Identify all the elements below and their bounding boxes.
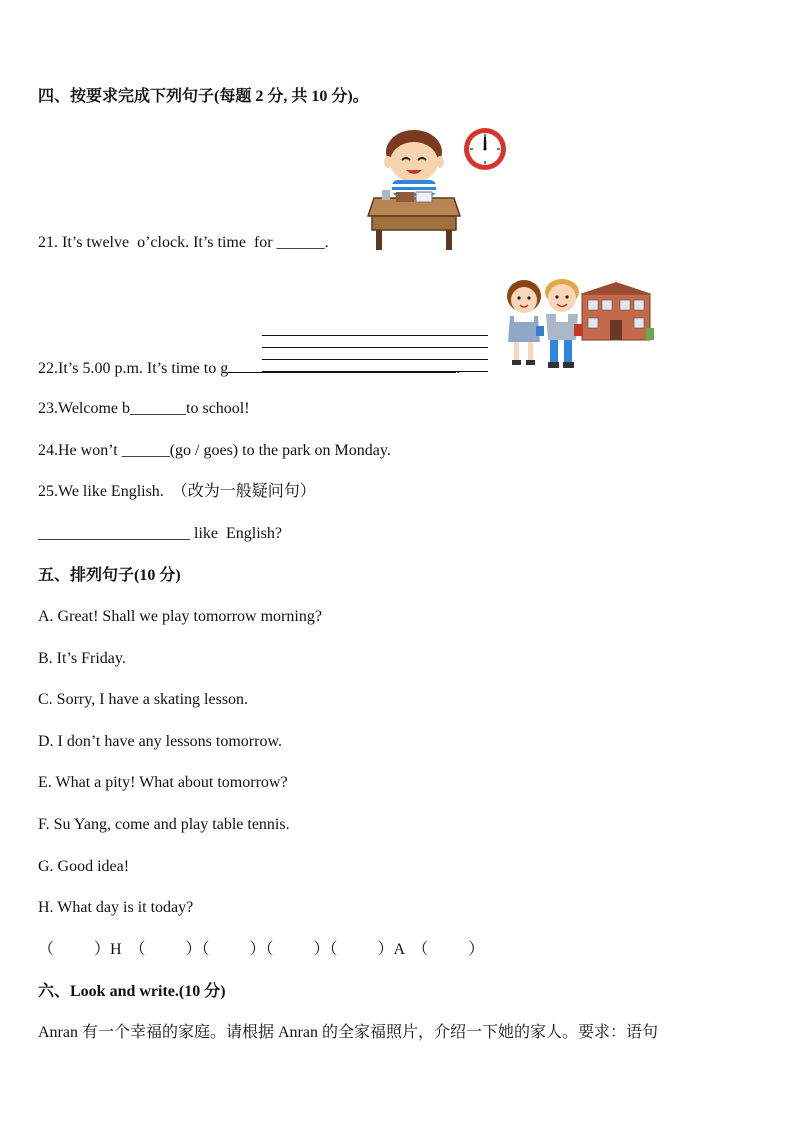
section-4-heading: 四、按要求完成下列句子(每题 2 分, 共 10 分)。 bbox=[38, 88, 369, 105]
sentence-option: E. What a pity! What about tomorrow? bbox=[38, 774, 288, 791]
sentence-option: A. Great! Shall we play tomorrow morning? bbox=[38, 608, 322, 625]
question-22-blank[interactable] bbox=[228, 358, 456, 373]
question-24 bbox=[38, 441, 391, 461]
question-24-text: 24.He won’t bbox=[38, 442, 122, 459]
question-21-blank[interactable]: ______ bbox=[276, 234, 325, 251]
question-23 bbox=[38, 399, 250, 419]
question-24-end: (go / goes) to the park on Monday. bbox=[169, 442, 391, 459]
question-22 bbox=[38, 358, 460, 379]
question-22-text: 22.It’s 5.00 p.m. It’s time to g bbox=[38, 360, 229, 377]
question-23-text: 23.Welcome b bbox=[38, 400, 131, 417]
section-6-heading: 六、Look and write.(10 分) bbox=[38, 983, 226, 1000]
sentence-option: B. It’s Friday. bbox=[38, 650, 126, 667]
sentence-option: H. What day is it today? bbox=[38, 899, 194, 916]
sentence-option: G. Good idea! bbox=[38, 858, 130, 875]
sentence-option: C. Sorry, I have a skating lesson. bbox=[38, 691, 249, 708]
question-23-blank[interactable]: _______ bbox=[130, 400, 187, 417]
section-6-instructions: Anran 有一个幸福的家庭。请根据 Anran 的全家福照片，介绍一下她的家人。要求：语句 bbox=[38, 1024, 658, 1041]
sentence-option: F. Su Yang, come and play table tennis. bbox=[38, 816, 290, 833]
question-23-end: to school! bbox=[186, 400, 250, 417]
order-answer-row[interactable]: （ ）H （ ）（ ）（ ）（ ）A （ ） bbox=[38, 941, 485, 958]
question-25: 25.We like English. （改为一般疑问句） bbox=[38, 483, 316, 500]
section-5-heading: 五、排列句子(10 分) bbox=[38, 567, 181, 584]
question-22-end: . bbox=[456, 360, 461, 377]
children-going-to-school-illustration bbox=[500, 276, 654, 374]
question-21 bbox=[38, 233, 329, 253]
boy-at-desk-illustration bbox=[366, 126, 462, 252]
sentence-option: D. I don’t have any lessons tomorrow. bbox=[38, 733, 282, 750]
question-25-answer-end: like English? bbox=[190, 525, 282, 542]
question-25-answer-blank[interactable]: ___________________ bbox=[38, 525, 190, 542]
question-25-answer bbox=[38, 524, 282, 544]
question-21-end: . bbox=[324, 234, 329, 251]
question-21-text: 21. It’s twelve o’clock. It’s time for bbox=[38, 234, 277, 251]
answer-line-2[interactable] bbox=[262, 347, 488, 348]
clock-icon bbox=[462, 126, 508, 172]
question-24-blank[interactable]: ______ bbox=[121, 442, 170, 459]
answer-line-1[interactable] bbox=[262, 335, 488, 336]
